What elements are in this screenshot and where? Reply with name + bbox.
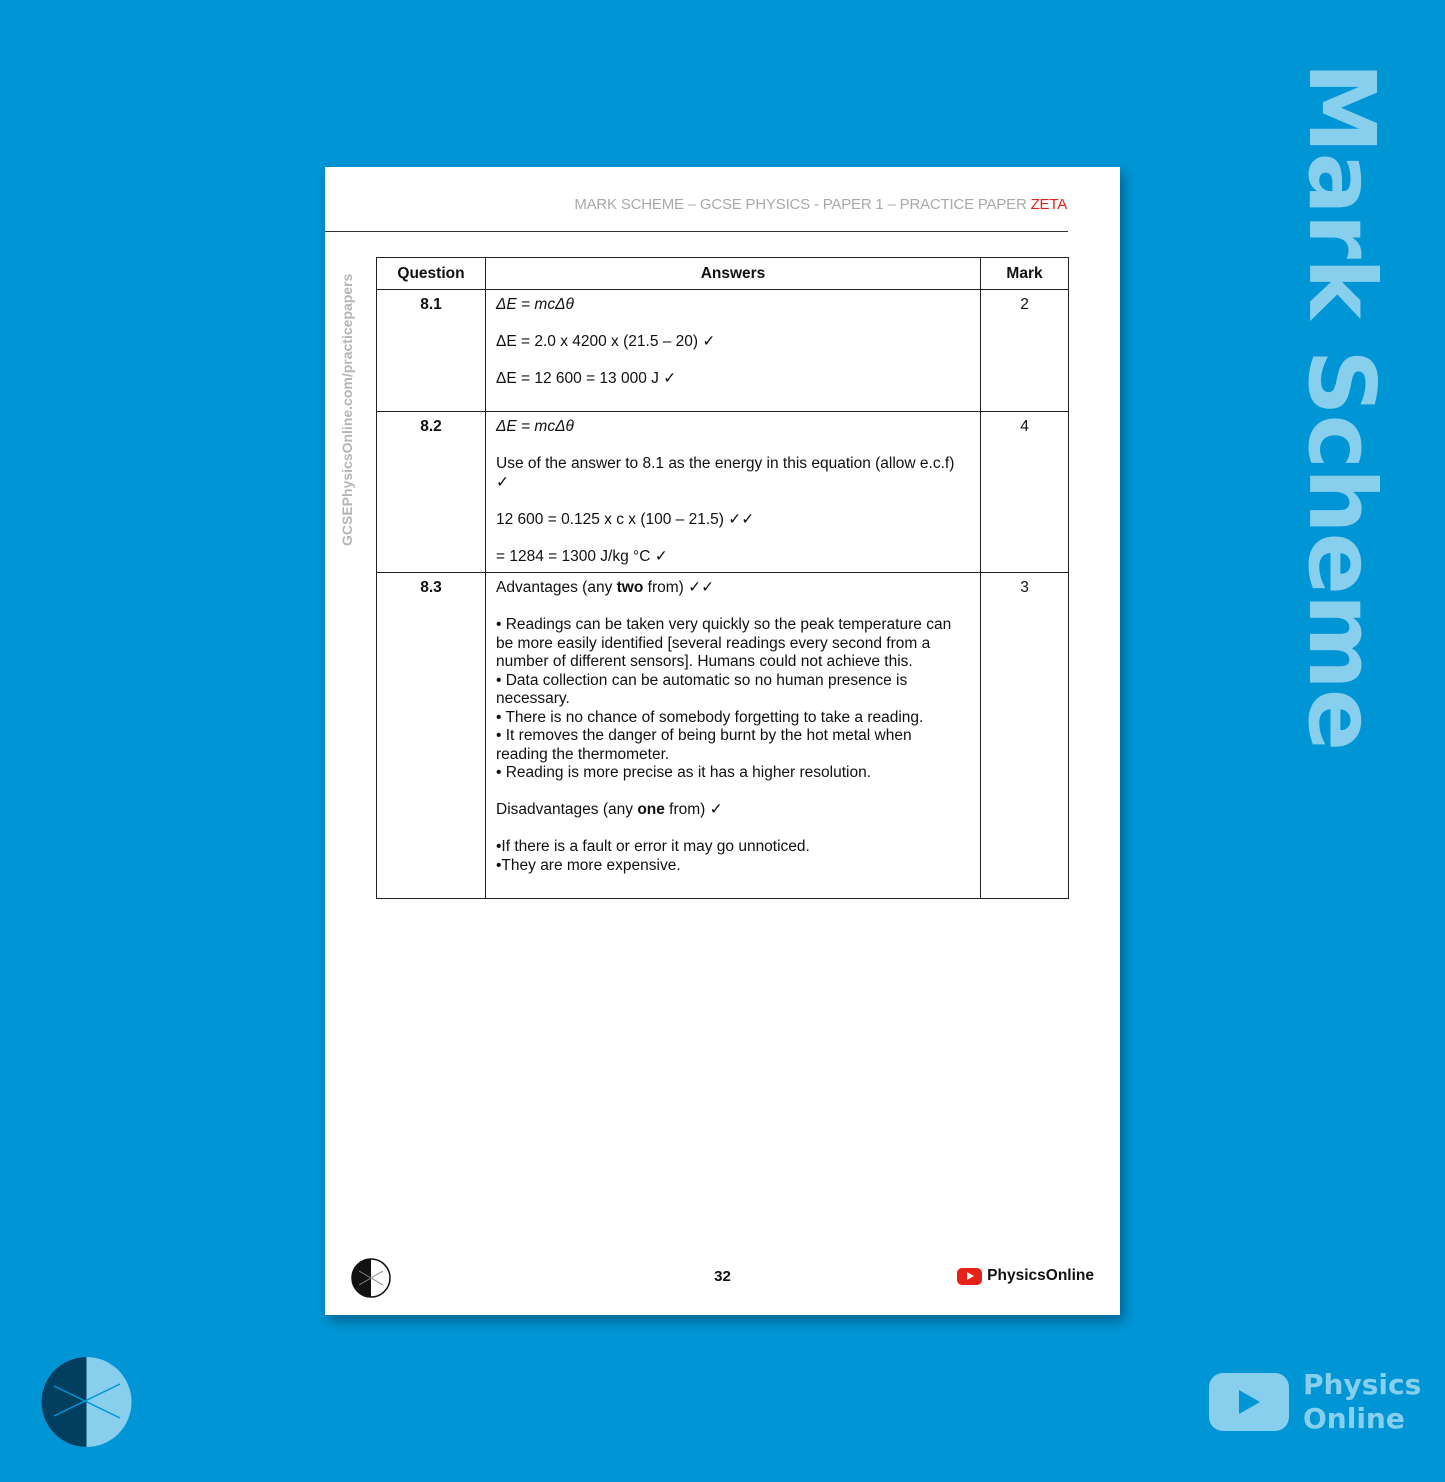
footer-brand — [957, 1267, 1094, 1285]
question-number: 8.2 — [377, 412, 486, 573]
answer-line: necessary. — [496, 690, 570, 707]
answer-cell — [486, 573, 981, 899]
answer-cell — [486, 412, 981, 573]
footer-brand-name: PhysicsOnline — [987, 1267, 1094, 1284]
answer-line: • Readings can be taken very quickly so the peak temperature can — [496, 616, 952, 633]
answer-line: • Reading is more precise as it has a higher resolution. — [496, 764, 872, 781]
answer-line: •If there is a fault or error it may go unnoticed. — [496, 838, 810, 855]
youtube-play-icon — [1209, 1373, 1289, 1431]
answer-line: ΔE = 2.0 x 4200 x (21.5 – 20) ✓ — [496, 333, 716, 350]
table-header-row — [377, 258, 1069, 290]
answer-line: • Data collection can be automatic so no human presence is — [496, 671, 908, 689]
disadvantages-heading: Disadvantages (any one from) ✓ — [496, 801, 723, 818]
answer-line: • There is no chance of somebody forgetting to take a reading. — [496, 708, 924, 726]
mark-value: 2 — [981, 290, 1069, 412]
brand-line-1: Physics — [1303, 1368, 1422, 1401]
vertical-url: GCSEPhysicsOnline.com/practicepapers — [339, 273, 355, 547]
brand-text — [1303, 1368, 1421, 1436]
answer-line: ΔE = mcΔθ — [496, 296, 574, 313]
answer-line: ΔE = mcΔθ — [496, 418, 574, 435]
header-question: Question — [377, 258, 486, 290]
header-mark: Mark — [981, 258, 1069, 290]
mark-scheme-page — [325, 167, 1120, 1315]
question-number: 8.1 — [377, 290, 486, 412]
header-paper-name: ZETA — [1030, 196, 1067, 213]
answer-line: number of different sensors]. Humans could not achieve this. — [496, 653, 913, 670]
answer-line: • It removes the danger of being burnt by the hot metal when — [496, 727, 912, 744]
physics-online-brand — [1209, 1368, 1421, 1436]
answer-line: 12 600 = 0.125 x c x (100 – 21.5) ✓✓ — [496, 510, 755, 528]
table-row — [377, 290, 1069, 412]
mark-value: 4 — [981, 412, 1069, 573]
header-title: MARK SCHEME – GCSE PHYSICS - PAPER 1 – PRACTICE PAPER — [574, 196, 1031, 213]
brand-line-2: Online — [1303, 1402, 1405, 1435]
answer-line: •They are more expensive. — [496, 856, 681, 874]
question-number: 8.3 — [377, 573, 486, 899]
answer-line: be more easily identified [several readings every second from a — [496, 634, 931, 652]
header-divider — [325, 231, 1068, 232]
side-title: Mark Scheme — [1288, 62, 1395, 751]
answer-line: Use of the answer to 8.1 as the energy in this equation (allow e.c.f) ✓ — [496, 455, 955, 491]
header-answers: Answers — [486, 258, 981, 290]
physics-online-logo-icon — [40, 1356, 133, 1453]
answer-line: ΔE = 12 600 = 13 000 J ✓ — [496, 370, 677, 387]
answer-cell — [486, 290, 981, 412]
mark-scheme-table — [376, 257, 1069, 899]
table-row — [377, 412, 1069, 573]
answer-line: reading the thermometer. — [496, 745, 670, 763]
mark-value: 3 — [981, 573, 1069, 899]
page-number: 32 — [714, 1268, 731, 1285]
answer-line: = 1284 = 1300 J/kg °C ✓ — [496, 547, 668, 565]
table-row — [377, 573, 1069, 899]
advantages-heading: Advantages (any two from) ✓✓ — [496, 579, 715, 596]
page-header — [325, 196, 1067, 213]
youtube-play-icon — [957, 1268, 982, 1285]
